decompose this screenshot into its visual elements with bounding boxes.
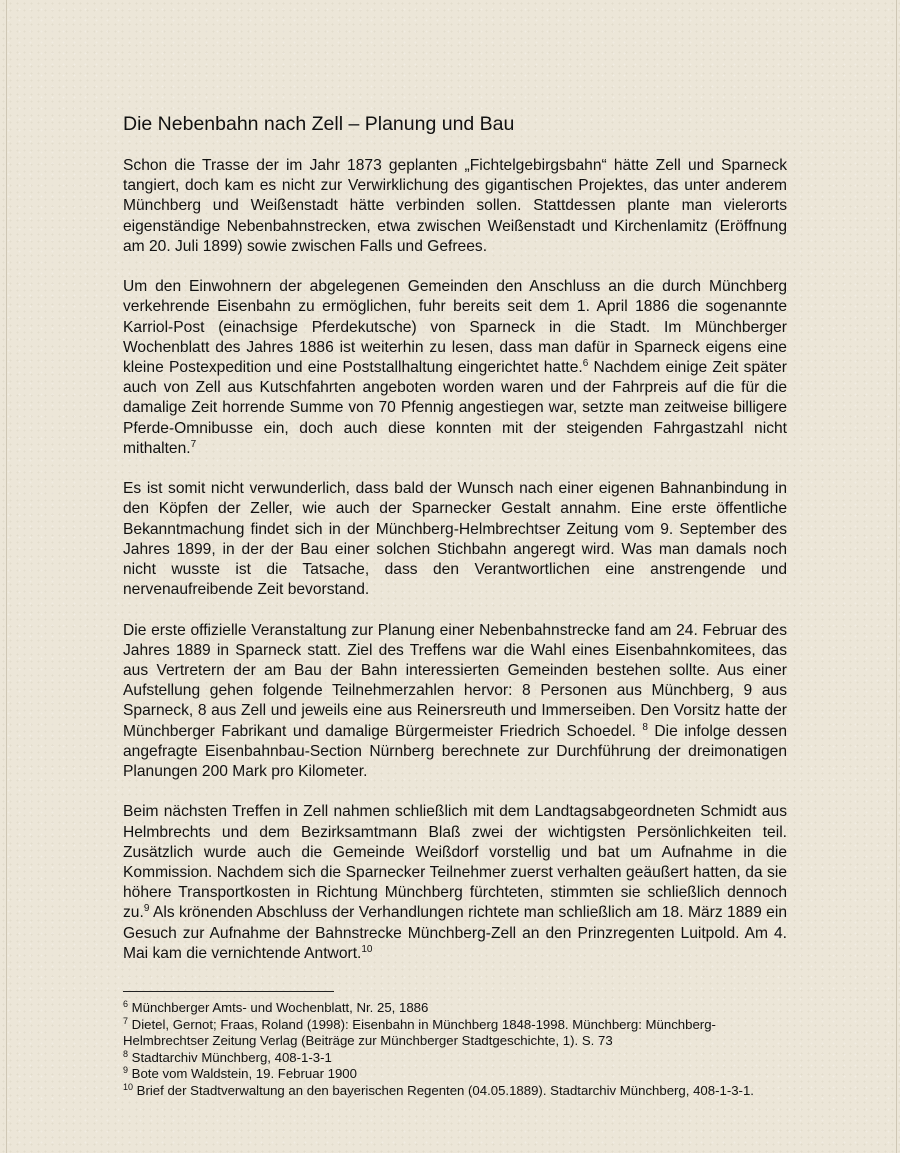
footnote xyxy=(123,1017,787,1050)
footnote-ref: 6 xyxy=(582,358,589,370)
footnote xyxy=(123,1066,787,1083)
footnote-text: Stadtarchiv Münchberg, 408-1-3-1 xyxy=(128,1049,332,1065)
footnote-ref: 9 xyxy=(143,903,150,915)
footnote xyxy=(123,1083,787,1100)
footnotes xyxy=(123,1000,787,1099)
footnote-number: 8 xyxy=(123,1048,129,1059)
footnote-ref: 8 xyxy=(642,721,648,733)
footnote-text: Münchberger Amts- und Wochenblatt, Nr. 25, 1886 xyxy=(128,1000,429,1016)
footnote-divider xyxy=(123,991,334,992)
footnote-text: Bote vom Waldstein, 19. Februar 1900 xyxy=(128,1066,357,1082)
footnote-number: 7 xyxy=(123,1015,129,1026)
paragraph-text: Nachdem einige Zeit später auch von Zell aus Kutschfahrten angeboten worden waren und der Fahrpreis auf die für die damalige Zeit horrende Summe von 70 Pfennig angestiegen war, setzte man zeitweise billigere Pferde-Omnibusse ein, doch auch diese konnten mit der steigenden Fahrgastzahl nicht mithalten. xyxy=(123,359,787,457)
paragraph-5 xyxy=(123,802,787,964)
footnote xyxy=(123,1000,787,1017)
footnote-number: 10 xyxy=(123,1081,134,1092)
footnote-text: Dietel, Gernot; Fraas, Roland (1998): Eisenbahn in Münchberg 1848-1998. Münchberg: Münchberg-Helmbrechtser Zeitung Verlag (Beiträge zur Münchberger Stadtgeschichte, 1). S. 73 xyxy=(123,1016,716,1049)
paragraph-text: Die erste offizielle Veranstaltung zur Planung einer Nebenbahnstrecke fand am 24. Februar des Jahres 1889 in Sparneck statt. Ziel des Treffens war die Wahl eines Eisenbahnkomitees, das aus Vertretern der am Bau der Bahn interessierten Gemeinden bestehen sollte. Aus einer Aufstellung gehen folgende Teilnehmerzahlen hervor: 8 Personen aus Münchberg, 9 aus Sparneck, 8 aus Zell und jeweils eine aus Reinersreuth und Immerseiben. Den Vorsitz hatte der Münchberger Fabrikant und damalige Bürgermeister Friedrich Schoedel. xyxy=(123,621,787,740)
paragraph-4 xyxy=(123,621,787,783)
footnote-number: 9 xyxy=(123,1065,129,1076)
paragraph-3 xyxy=(123,479,787,600)
page-edge-right xyxy=(896,0,897,1153)
paragraph-text: Beim nächsten Treffen in Zell nahmen schließlich mit dem Landtagsabgeordneten Schmidt aus Helmbrechts und dem Bezirksamtmann Blaß zwei der wichtigsten Persönlichkeiten teil. Zusätzlich wurde auch die Gemeinde Weißdorf vorstellig und bat um Aufnahme in die Kommission. Nachdem sich die Sparnecker Teilnehmer zuerst verhalten geäußert hatten, da sie höhere Transportkosten in Richtung Münchberg fürchteten, stimmten sie schließlich dennoch zu. xyxy=(123,803,787,922)
paragraph-2 xyxy=(123,277,787,459)
paragraph-1 xyxy=(123,156,787,257)
paragraph-text: Schon die Trasse der im Jahr 1873 geplanten „Fichtelgebirgsbahn“ hätte Zell und Sparneck tangiert, doch kam es nicht zur Verwirklichung des gigantischen Projektes, das unter anderem Münchberg und Weißenstadt hätte verbinden sollen. Stattdessen plante man vielerorts eigenständige Nebenbahnstrecken, etwa zwischen Weißenstadt und Kirchenlamitz (Eröffnung am 20. Juli 1899) sowie zwischen Falls und Gefrees. xyxy=(123,157,787,255)
footnote-number: 6 xyxy=(123,999,129,1010)
paragraph-text: Es ist somit nicht verwunderlich, dass bald der Wunsch nach einer eigenen Bahnanbindung in den Köpfen der Zeller, wie auch der Sparnecker Gestalt annahm. Eine erste öffentliche Bekanntmachung findet sich in der Münchberg-Helmbrechtser Zeitung vom 9. September des Jahres 1899, in der der Bau einer solchen Stichbahn angeregt wird. Was man damals noch nicht wusste ist die Tatsache, dass den Verantwortlichen eine anstrengende und nervenaufreibende Zeit bevorstand. xyxy=(123,480,787,599)
document-page xyxy=(123,100,787,1099)
paragraph-text: Die infolge dessen angefragte Eisenbahnbau-Section Nürnberg berechnete zur Durchführung der dreimonatigen Planungen 200 Mark pro Kilometer. xyxy=(123,722,787,781)
page-edge-left xyxy=(6,0,7,1153)
page-title: Die Nebenbahn nach Zell – Planung und Bau xyxy=(123,113,515,135)
footnote-text: Brief der Stadtverwaltung an den bayerischen Regenten (04.05.1889). Stadtarchiv Münchberg, 408-1-3-1. xyxy=(133,1082,754,1098)
footnote xyxy=(123,1050,787,1067)
paragraph-text: Als krönenden Abschluss der Verhandlungen richtete man schließlich am 18. März 1889 ein Gesuch zur Aufnahme der Bahnstrecke Münchberg-Zell an den Prinzregenten Luitpold. Am 4. Mai kam die vernichtende Antwort. xyxy=(123,904,787,962)
footnote-ref: 7 xyxy=(190,438,197,450)
footnote-ref: 10 xyxy=(361,943,373,955)
paragraph-text: Um den Einwohnern der abgelegenen Gemeinden den Anschluss an die durch Münchberg verkehrende Eisenbahn zu ermöglichen, fuhr bereits seit dem 1. April 1886 die sogenannte Karriol-Post (einachsige Pferdekutsche) von Sparneck in die Stadt. Im Münchberger Wochenblatt des Jahres 1886 ist weiterhin zu lesen, dass man dafür in Sparneck eigens eine kleine Postexpedition und eine Poststallhaltung eingerichtet hatte. xyxy=(123,278,787,377)
